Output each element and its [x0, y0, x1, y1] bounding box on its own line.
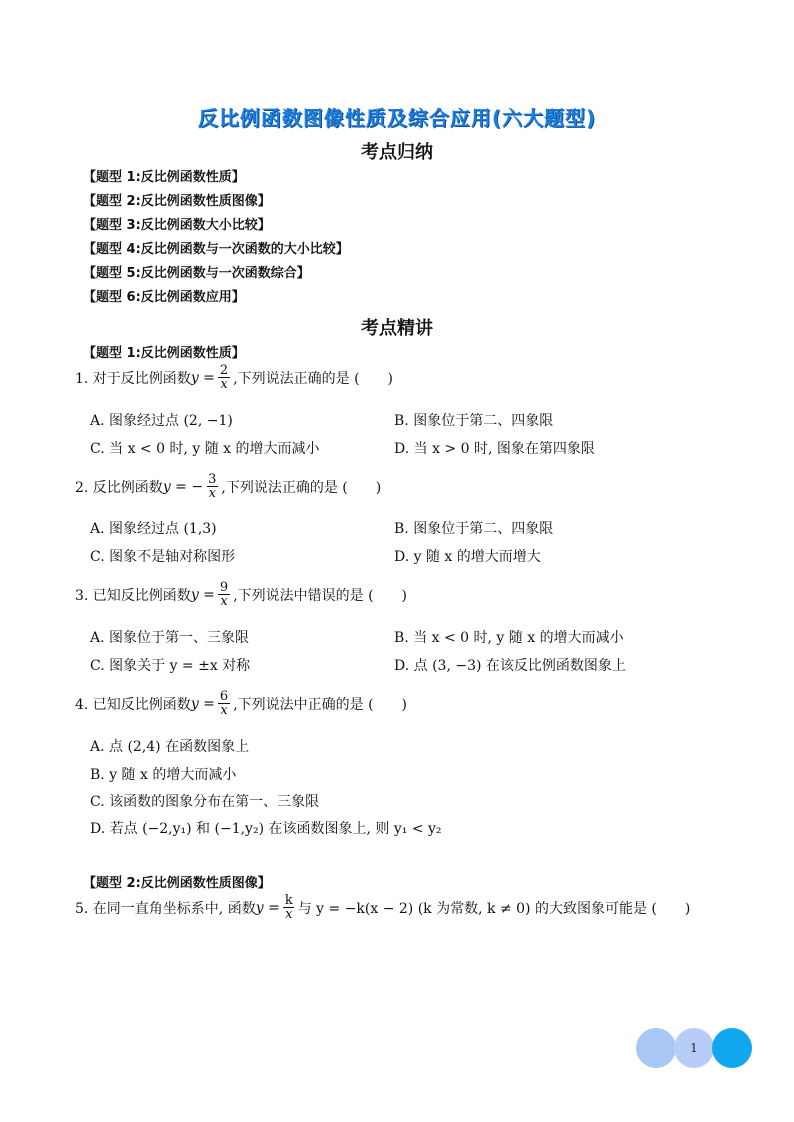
question-1-fraction	[218, 364, 230, 391]
question-5-fraction	[283, 894, 295, 921]
question-3-suffix: ,下列说法中错误的是 ( )	[233, 587, 408, 604]
question-2-stem	[75, 473, 381, 500]
question-1-option-d: D. 当 x > 0 时, 图象在第四象限	[394, 441, 595, 457]
page-number: 1	[690, 1041, 698, 1055]
question-1-stem	[75, 364, 393, 391]
question-3-option-a: A. 图象位于第一、三象限	[90, 630, 250, 646]
question-4-suffix: ,下列说法中正确的是 ( )	[233, 696, 408, 713]
question-4-prefix: 4. 已知反比例函数	[75, 696, 191, 713]
question-1-option-a: A. 图象经过点 (2, −1)	[90, 413, 233, 429]
fraction-numerator: 6	[219, 689, 229, 704]
question-4-option-b: B. y 随 x 的增大而减小	[90, 767, 237, 783]
question-4-option-c: C. 该函数的图象分布在第一、三象限	[90, 794, 320, 810]
page-number-badge	[636, 1028, 752, 1068]
fraction-denominator: x	[285, 907, 293, 922]
toc-item-2: 【题型 2:反比例函数性质图像】	[83, 194, 271, 209]
question-4-fraction	[218, 690, 230, 717]
fraction-numerator: 2	[219, 363, 229, 378]
question-5-stem	[75, 894, 690, 921]
toc-item-5: 【题型 5:反比例函数与一次函数综合】	[83, 266, 310, 281]
question-5-prefix: 5. 在同一直角坐标系中, 函数	[75, 900, 256, 917]
question-1-lhs: y =	[190, 369, 215, 386]
question-3-lhs: y =	[190, 586, 215, 603]
toc-item-4: 【题型 4:反比例函数与一次函数的大小比较】	[83, 242, 349, 257]
question-4-option-d: D. 若点 (−2,y₁) 和 (−1,y₂) 在该函数图象上, 则 y₁ < y₂	[90, 821, 442, 837]
question-1-prefix: 1. 对于反比例函数	[75, 370, 191, 387]
fraction-denominator: x	[220, 377, 228, 392]
document-title: 反比例函数图像性质及综合应用(六大题型)	[197, 106, 597, 130]
question-4-option-a: A. 点 (2,4) 在函数图象上	[90, 739, 250, 755]
question-1-option-c: C. 当 x < 0 时, y 随 x 的增大而减小	[90, 441, 320, 457]
question-2-option-b: B. 图象位于第二、四象限	[394, 521, 554, 537]
question-3-option-c: C. 图象关于 y = ±x 对称	[90, 658, 251, 674]
question-4-stem	[75, 690, 407, 717]
badge-circle-right	[712, 1028, 752, 1068]
question-2-option-c: C. 图象不是轴对称图形	[90, 549, 236, 565]
question-5-lhs: y =	[255, 899, 280, 916]
toc-item-1: 【题型 1:反比例函数性质】	[83, 170, 245, 185]
question-2-fraction	[206, 473, 218, 500]
question-3-option-b: B. 当 x < 0 时, y 随 x 的增大而减小	[394, 630, 624, 646]
question-3-prefix: 3. 已知反比例函数	[75, 587, 191, 604]
question-2-lhs: y = −	[162, 478, 204, 495]
fraction-denominator: x	[220, 594, 228, 609]
fraction-numerator: 3	[208, 472, 217, 487]
toc-item-6: 【题型 6:反比例函数应用】	[83, 290, 245, 305]
question-3-stem	[75, 581, 407, 608]
type-2-heading: 【题型 2:反比例函数性质图像】	[83, 876, 271, 891]
badge-circle-left	[636, 1028, 676, 1068]
question-2-option-a: A. 图象经过点 (1,3)	[90, 521, 217, 537]
question-3-option-d: D. 点 (3, −3) 在该反比例函数图象上	[394, 658, 626, 674]
question-2-suffix: ,下列说法正确的是 ( )	[221, 479, 382, 496]
question-4-lhs: y =	[190, 695, 215, 712]
section-heading-summary: 考点归纳	[361, 142, 433, 163]
question-3-fraction	[218, 581, 230, 608]
question-2-option-d: D. y 随 x 的增大而增大	[394, 549, 541, 565]
question-5-suffix: 与 y = −k(x − 2) (k 为常数, k ≠ 0) 的大致图象可能是 ( )	[297, 900, 691, 917]
fraction-denominator: x	[208, 486, 216, 501]
toc-item-3: 【题型 3:反比例函数大小比较】	[83, 218, 271, 233]
section-heading-detail: 考点精讲	[361, 318, 433, 339]
fraction-numerator: k	[284, 893, 293, 908]
question-1-option-b: B. 图象位于第二、四象限	[394, 413, 554, 429]
fraction-denominator: x	[220, 703, 228, 718]
question-1-suffix: ,下列说法正确的是 ( )	[233, 370, 394, 387]
fraction-numerator: 9	[219, 580, 229, 595]
question-2-prefix: 2. 反比例函数	[75, 479, 163, 496]
type-1-heading: 【题型 1:反比例函数性质】	[83, 346, 245, 361]
